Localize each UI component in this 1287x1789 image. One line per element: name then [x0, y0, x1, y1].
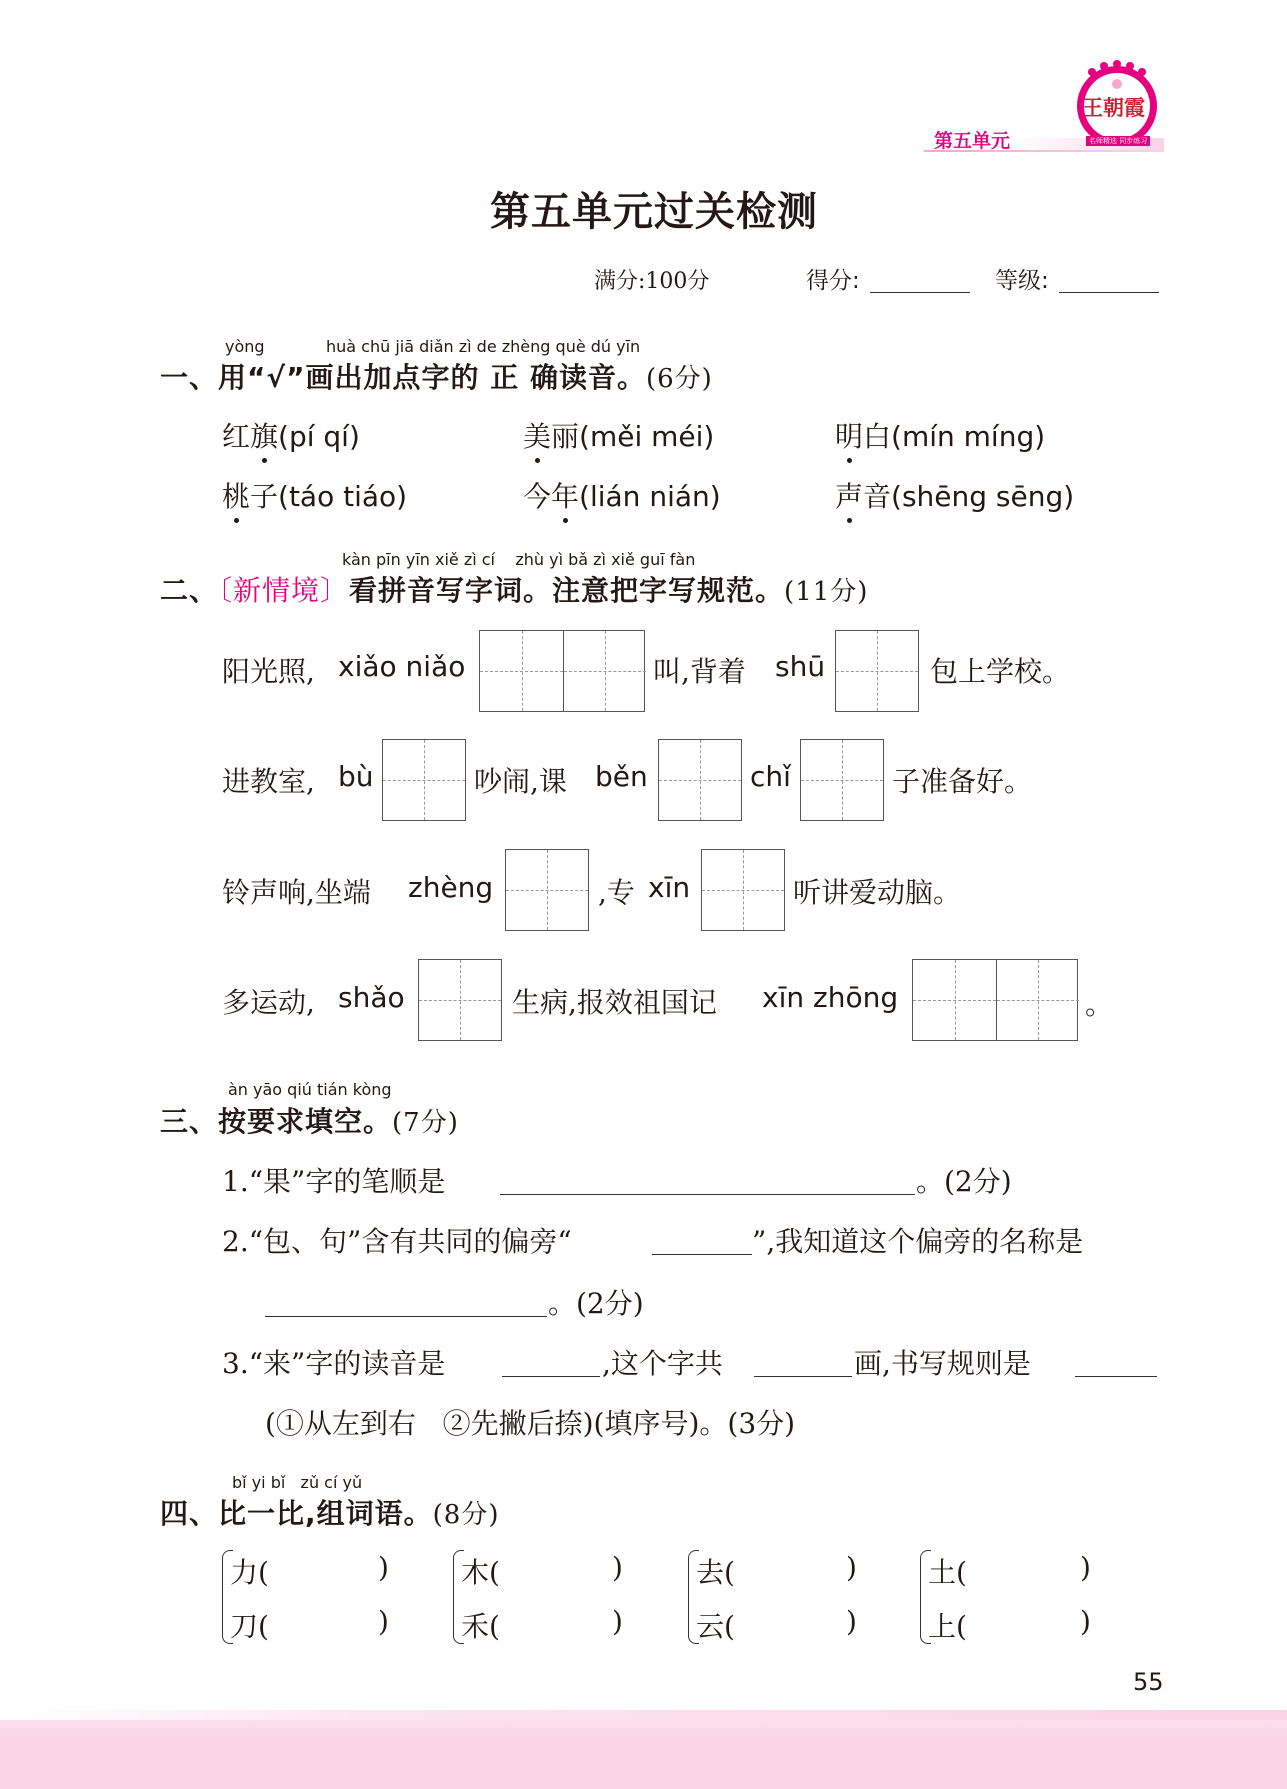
- pair-close: ): [1080, 1551, 1091, 1584]
- s1-char: 红: [222, 420, 251, 453]
- answer-blank[interactable]: [754, 1342, 852, 1377]
- answer-blank[interactable]: [652, 1220, 752, 1255]
- s3-q3-b: ,这个字共: [602, 1347, 723, 1380]
- section3-title-text: 三、按要求填空。: [160, 1105, 393, 1138]
- pair-item: 刀(: [230, 1610, 269, 1643]
- publisher-logo: [1072, 58, 1162, 148]
- score-blank[interactable]: [870, 262, 970, 293]
- logo-subtitle: 名师精选 同步练习: [1086, 136, 1150, 146]
- section1-title-text: 一、用“√”画出加点字的 正 确读音。: [160, 361, 646, 394]
- s2-line2-a: 进教室,: [222, 765, 315, 798]
- writing-grid[interactable]: [912, 959, 1078, 1041]
- s2-line2-b: 吵闹,课: [474, 765, 567, 798]
- s3-q2-a: 2.“包、句”含有共同的偏旁“: [222, 1225, 572, 1258]
- s1-item-hongqi: [222, 415, 360, 455]
- pair-close: ): [378, 1551, 389, 1584]
- pair-item: 土(: [928, 1556, 967, 1589]
- s2-line1-p1: xiǎo niǎo: [338, 650, 466, 683]
- s1-item-mingbai: [835, 415, 1045, 455]
- section4-pinyin: bǐ yi bǐ zǔ cí yǔ: [232, 1473, 363, 1492]
- pair-close: ): [846, 1551, 857, 1584]
- s2-line2-p3: chǐ: [750, 760, 791, 793]
- s1-char-dotted: 年: [551, 480, 580, 513]
- footer-band: [0, 1710, 1287, 1789]
- answer-blank[interactable]: [265, 1282, 547, 1317]
- score-label: 得分:: [806, 268, 860, 294]
- logo-text: 王朝霞: [1082, 95, 1145, 120]
- section2-title-text: 看拼音写字词。注意把字写规范。: [349, 574, 785, 607]
- s1-item-shengyin: [835, 475, 1074, 515]
- s2-line1-c: 包上学校。: [930, 655, 1071, 688]
- s3-q3-d: (①从左到右 ②先撇后捺)(填序号)。(3分): [265, 1407, 796, 1440]
- section4-title-text: 四、比一比,组词语。: [160, 1497, 433, 1530]
- s1-options: (lián nián): [579, 480, 721, 513]
- s2-line2-p2: běn: [595, 760, 648, 793]
- s2-line2-c: 子准备好。: [892, 765, 1033, 798]
- pair-close: ): [612, 1605, 623, 1638]
- pair-item: 云(: [696, 1610, 735, 1643]
- grade-blank[interactable]: [1059, 262, 1159, 293]
- section1-title: [160, 356, 713, 396]
- s3-q2-c: 。(2分): [548, 1287, 644, 1320]
- section1-pinyin-rest: huà chū jiā diǎn zì de zhèng què dú yīn: [326, 337, 641, 356]
- answer-blank[interactable]: [500, 1160, 915, 1195]
- s2-line3-p2: xīn: [648, 871, 691, 904]
- page-title: 第五单元过关检测: [490, 189, 818, 235]
- section2-prefix: 二、: [160, 574, 219, 607]
- s1-char: 子: [250, 480, 279, 513]
- s1-char: 今: [523, 480, 552, 513]
- section2-pinyin: kàn pīn yīn xiě zì cí zhù yì bǎ zì xiě guī fàn: [342, 550, 696, 569]
- s2-line4-a: 多运动,: [222, 986, 315, 1019]
- s1-char-dotted: 美: [523, 420, 552, 453]
- s2-line2-p1: bù: [338, 760, 374, 793]
- s2-line3-b: ,专: [598, 876, 635, 909]
- s1-char-dotted: 桃: [222, 480, 251, 513]
- pair-item: 去(: [696, 1556, 735, 1589]
- s1-char-dotted: 声: [835, 480, 864, 513]
- writing-grid[interactable]: [418, 959, 502, 1041]
- s3-q1-a: 1.“果”字的笔顺是: [222, 1165, 446, 1198]
- full-score: 满分:100分: [594, 269, 710, 294]
- s1-options: (pí qí): [278, 420, 360, 453]
- s2-line3-p1: zhèng: [408, 871, 494, 904]
- section1-points: (6分): [645, 364, 713, 394]
- answer-blank[interactable]: [502, 1342, 600, 1377]
- s2-line3-a: 铃声响,坐端: [222, 876, 371, 909]
- s3-q3-c: 画,书写规则是: [854, 1347, 1031, 1380]
- writing-grid[interactable]: [382, 739, 466, 821]
- section4-title: [160, 1492, 499, 1532]
- section3-title: [160, 1100, 459, 1140]
- pair-close: ): [378, 1605, 389, 1638]
- s3-q1-b: 。(2分): [916, 1165, 1012, 1198]
- s1-options: (mín míng): [891, 420, 1046, 453]
- pair-item: 力(: [230, 1556, 269, 1589]
- writing-grid[interactable]: [701, 849, 785, 931]
- s1-char: 丽: [551, 420, 580, 453]
- pair-close: ): [612, 1551, 623, 1584]
- section1-pinyin-yong: yòng: [225, 337, 265, 356]
- pair-close: ): [846, 1605, 857, 1638]
- pair-item: 禾(: [461, 1610, 500, 1643]
- section3-pinyin: àn yāo qiú tián kòng: [228, 1080, 392, 1099]
- writing-grid[interactable]: [479, 630, 645, 712]
- writing-grid[interactable]: [505, 849, 589, 931]
- s1-char-dotted: 明: [835, 420, 864, 453]
- s3-q3-a: 3.“来”字的读音是: [222, 1347, 446, 1380]
- s2-line4-c: 。: [1085, 988, 1114, 1021]
- page-number: 55: [1133, 1668, 1164, 1696]
- s1-item-taozi: [222, 475, 407, 515]
- s2-line4-b: 生病,报效祖国记: [512, 986, 717, 1019]
- s2-line4-p2: xīn zhōng: [762, 981, 899, 1014]
- pair-close: ): [1080, 1605, 1091, 1638]
- s1-item-jinnian: [523, 475, 721, 515]
- writing-grid[interactable]: [800, 739, 884, 821]
- pair-item: 木(: [461, 1556, 500, 1589]
- s1-item-meili: [523, 415, 714, 455]
- s1-options: (táo tiáo): [278, 480, 408, 513]
- s1-char-dotted: 旗: [250, 420, 279, 453]
- s2-line1-b: 叫,背着: [653, 655, 746, 688]
- s1-char: 音: [863, 480, 892, 513]
- pair-item: 上(: [928, 1610, 967, 1643]
- s1-options: (měi méi): [579, 420, 715, 453]
- section2-points: (11分): [784, 577, 869, 607]
- section2-title: [160, 569, 868, 609]
- writing-grid[interactable]: [835, 630, 919, 712]
- unit-label: 第五单元: [934, 130, 1011, 152]
- section4-points: (8分): [432, 1500, 500, 1530]
- grade-label: 等级:: [995, 268, 1049, 294]
- section3-points: (7分): [392, 1108, 459, 1138]
- writing-grid[interactable]: [658, 739, 742, 821]
- s1-options: (shēng sēng): [891, 480, 1075, 513]
- s1-char: 白: [863, 420, 892, 453]
- s3-q2-b: ”,我知道这个偏旁的名称是: [752, 1225, 1084, 1258]
- s2-line3-c: 听讲爱动脑。: [793, 876, 962, 909]
- s2-line4-p1: shǎo: [338, 981, 405, 1014]
- new-context-tag: 〔新情境〕: [218, 574, 350, 607]
- s2-line1-p2: shū: [775, 650, 826, 683]
- answer-blank[interactable]: [1075, 1342, 1157, 1377]
- s2-line1-a: 阳光照,: [222, 655, 315, 688]
